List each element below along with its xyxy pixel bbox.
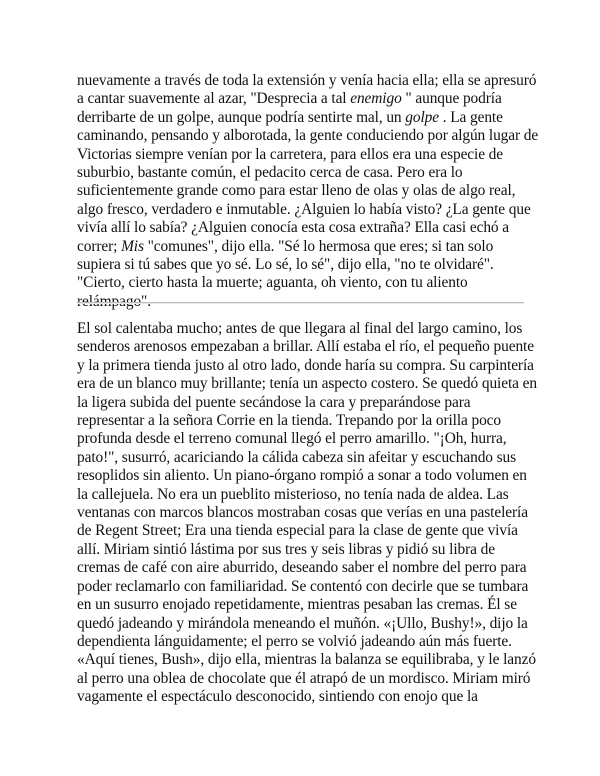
text-line: [77, 357, 537, 375]
text-run: pato!", susurró, acariciando la cálida cabeza sin afeitar y escuchando sus: [77, 448, 517, 466]
text-line: [77, 109, 537, 127]
text-run: caminando, pensando y alborotada, la gente conduciendo por algún lugar de: [77, 127, 539, 145]
text-run: en un susurro enojado repetidamente, mientras pesaban las cremas. Él se: [77, 596, 517, 614]
text-line: [77, 72, 537, 90]
text-line: [77, 274, 537, 292]
text-run: representar a la señora Corrie en la tienda. Trepando por la orilla poco: [77, 412, 502, 430]
text-line: [77, 486, 537, 504]
text-run: supiera si tú sabes que yo sé. Lo sé, lo sé", dijo ella, "no te olvidaré".: [77, 256, 494, 274]
text-run: suficientemente grande como para estar lleno de olas y olas de algo real,: [77, 182, 516, 200]
text-run: "Cierto, cierto hasta la muerte; aguanta, oh viento, con tu aliento: [77, 274, 468, 292]
italic-text-run: enemigo: [350, 90, 402, 108]
text-line: [77, 578, 537, 596]
text-line: [77, 238, 537, 256]
text-line: [77, 615, 537, 633]
text-line: [77, 146, 537, 164]
text-run: y la primera tienda justo al otro lado, donde haría su compra. Su carpintería: [77, 356, 534, 374]
text-run: dependienta lánguidamente; el perro se volvió jadeando aún más fuerte.: [77, 632, 512, 650]
text-run: vagamente el espectáculo desconocido, sintiendo con enojo que la: [77, 688, 478, 706]
text-line: [77, 256, 537, 274]
text-run: allí. Miriam sintió lástima por sus tres y seis libras y pidió su libra de: [77, 540, 495, 558]
text-line: [77, 164, 537, 182]
paragraph-1: [77, 72, 537, 311]
text-run: " aunque podría: [401, 90, 502, 108]
italic-text-run: golpe: [405, 108, 439, 126]
text-run: . La gente: [438, 108, 503, 126]
text-line: [77, 559, 537, 577]
text-line: [77, 412, 537, 430]
text-line: [77, 394, 537, 412]
text-line: [77, 338, 537, 356]
text-run: la callejuela. No era un pueblito misterioso, no tenía nada de aldea. Las: [77, 485, 509, 503]
text-line: [77, 127, 537, 145]
text-run: poder reclamarlo con familiaridad. Se contentó con decirle que se tumbara: [77, 577, 529, 595]
text-line: [77, 219, 537, 237]
text-line: [77, 375, 537, 393]
text-run: algo fresco, verdadero e inmutable. ¿Alguien lo había visto? ¿La gente que: [77, 200, 531, 218]
text-line: [77, 688, 537, 706]
text-line: [77, 320, 537, 338]
text-run: senderos arenosos empezaban a brillar. Allí estaba el río, el pequeño puente: [77, 338, 534, 356]
text-run: profunda desde el terreno comunal llegó el perro amarillo. "¡Oh, hurra,: [77, 430, 507, 448]
text-line: [77, 201, 537, 219]
text-run: ventanas con marcos blancos mostraban cosas que verías en una pastelería: [77, 504, 528, 522]
text-run: la ligera subida del puente secándose la cara y preparándose para: [77, 393, 471, 411]
text-run: de Regent Street; Era una tienda especial para la clase de gente que vivía: [77, 522, 518, 540]
text-run: era de un blanco muy brillante; tenía un aspecto costero. Se quedó quieta en: [77, 375, 537, 393]
document-page-continued: [77, 320, 537, 707]
text-line: [77, 651, 537, 669]
text-line: [77, 182, 537, 200]
text-run: quedó jadeando y mirándola meneando el muñón. «¡Ullo, Bushy!», dijo la: [77, 614, 528, 632]
text-line: [77, 430, 537, 448]
paragraph-2: [77, 320, 537, 707]
italic-text-run: Mis: [121, 237, 144, 255]
text-line: [77, 467, 537, 485]
section-divider: [77, 302, 524, 304]
document-page: [77, 72, 537, 311]
text-run: «Aquí tienes, Bush», dijo ella, mientras la balanza se equilibraba, y le lanzó: [77, 651, 536, 669]
text-line: [77, 449, 537, 467]
text-run: al perro una oblea de chocolate que él atrapó de un mordisco. Miriam miró: [77, 669, 531, 687]
text-line: [77, 504, 537, 522]
text-run: relámpago".: [77, 292, 151, 310]
text-line: [77, 522, 537, 540]
text-run: Victorias siempre venían por la carretera, para ellos era una especie de: [77, 145, 504, 163]
text-run: correr;: [77, 237, 122, 255]
text-run: suburbio, bastante común, el pedacito cerca de casa. Pero era lo: [77, 164, 463, 182]
text-run: resoplidos sin aliento. Un piano-órgano rompió a sonar a todo volumen en: [77, 467, 527, 485]
text-line: [77, 670, 537, 688]
text-run: vivía allí lo sabía? ¿Alguien conocía esta cosa extraña? Ella casi echó a: [77, 219, 509, 237]
text-line: [77, 596, 537, 614]
text-run: a cantar suavemente al azar, "Desprecia a tal: [77, 90, 351, 108]
text-line: [77, 633, 537, 651]
text-run: nuevamente a través de toda la extensión y venía hacia ella; ella se apresuró: [77, 72, 537, 89]
text-run: derribarte de un golpe, aunque podría sentirte mal, un: [77, 108, 406, 126]
text-run: El sol calentaba mucho; antes de que llegara al final del largo camino, los: [77, 320, 523, 337]
text-line: [77, 541, 537, 559]
text-line: [77, 90, 537, 108]
text-run: cremas de café con aire aburrido, deseando saber el nombre del perro para: [77, 559, 527, 577]
text-run: "comunes", dijo ella. "Sé lo hermosa que eres; si tan solo: [143, 237, 494, 255]
